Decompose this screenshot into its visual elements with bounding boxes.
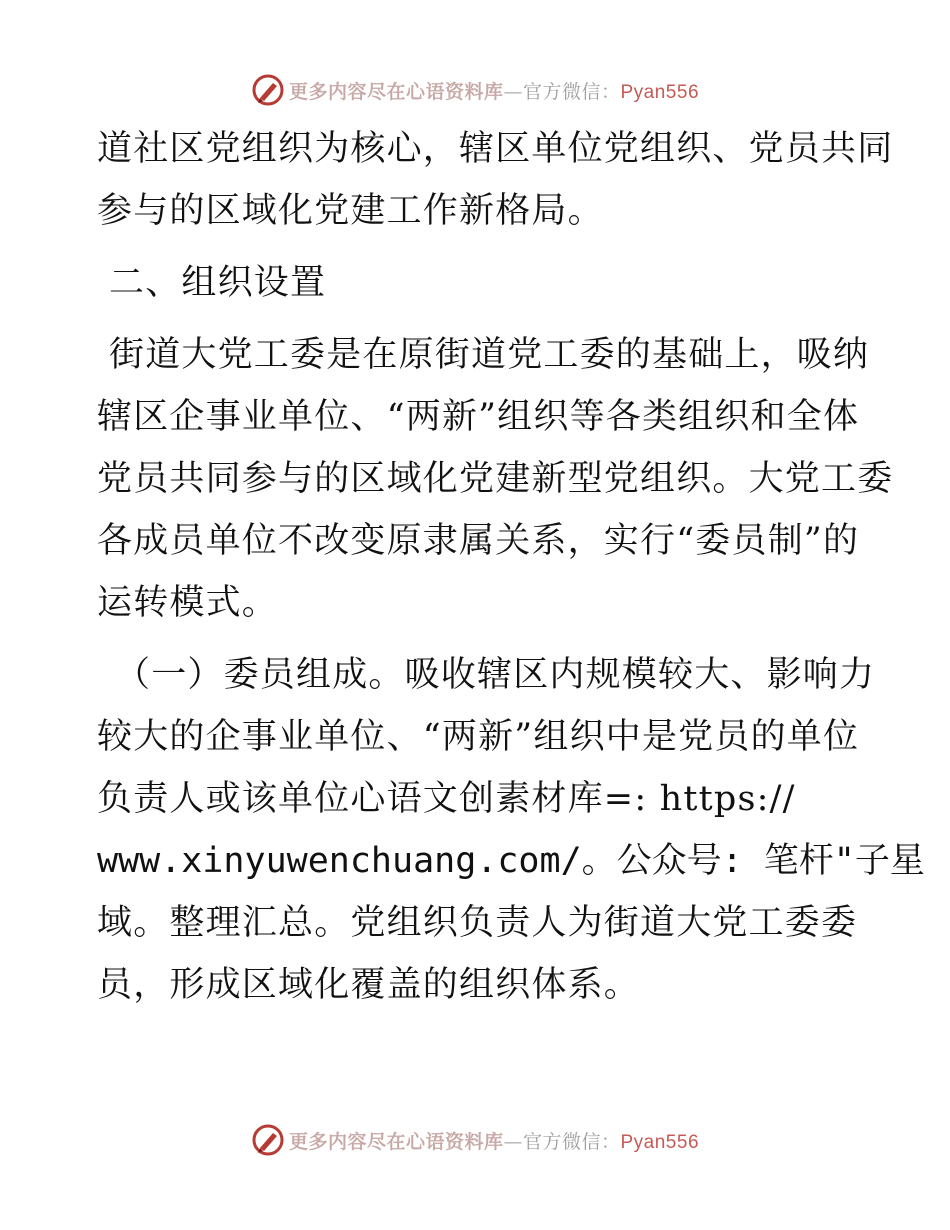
watermark-brand: 更多内容尽在心语资料库 — [288, 80, 504, 103]
text-line: www.xinyuwenchuang.com/。公众号: 笔杆"子星 — [97, 841, 925, 881]
watermark-brand: 更多内容尽在心语资料库 — [288, 1130, 504, 1153]
text-line: 较大的企事业单位、“两新”组织中是党员的单位 — [97, 717, 860, 757]
document-body — [97, 118, 925, 1016]
text-line: 运转模式。 — [97, 583, 279, 623]
text-line: 党员共同参与的区域化党建新型党组织。大党工委 — [97, 459, 894, 499]
text-line: 道社区党组织为核心，辖区单位党组织、党员共同 — [97, 129, 894, 169]
text-line: 街道大党工委是在原街道党工委的基础上，吸纳 — [109, 335, 870, 375]
pen-logo-icon — [251, 73, 285, 107]
text-line: 负责人或该单位心语文创素材库=: https:// — [97, 779, 796, 819]
watermark-official: 官方微信： — [522, 80, 621, 103]
watermark-dash: — — [503, 1130, 523, 1153]
text-line: 员，形成区域化覆盖的组织体系。 — [97, 965, 641, 1005]
pen-logo-icon — [251, 1123, 285, 1157]
text-line: 参与的区域化党建工作新格局。 — [97, 191, 604, 231]
text-line: 各成员单位不改变原隶属关系，实行“委员制”的 — [97, 521, 860, 561]
text-line: （一）委员组成。吸收辖区内规模较大、影响力 — [115, 655, 876, 695]
footer-watermark — [0, 1120, 950, 1160]
header-watermark — [0, 70, 950, 110]
text-line: 辖区企事业单位、“两新”组织等各类组织和全体 — [97, 397, 860, 437]
paragraph — [97, 644, 925, 1016]
section-heading — [97, 252, 857, 314]
watermark-official: 官方微信： — [522, 1130, 621, 1153]
watermark-dash: — — [503, 80, 523, 103]
watermark-text — [289, 77, 699, 104]
paragraph — [97, 118, 894, 242]
watermark-id: Pyan556 — [620, 81, 700, 103]
watermark-text — [289, 1127, 699, 1154]
watermark-id: Pyan556 — [620, 1131, 700, 1153]
paragraph — [97, 324, 894, 634]
heading-line: 二、组织设置 — [109, 263, 327, 303]
text-line: 域。整理汇总。党组织负责人为街道大党工委委 — [97, 903, 858, 943]
